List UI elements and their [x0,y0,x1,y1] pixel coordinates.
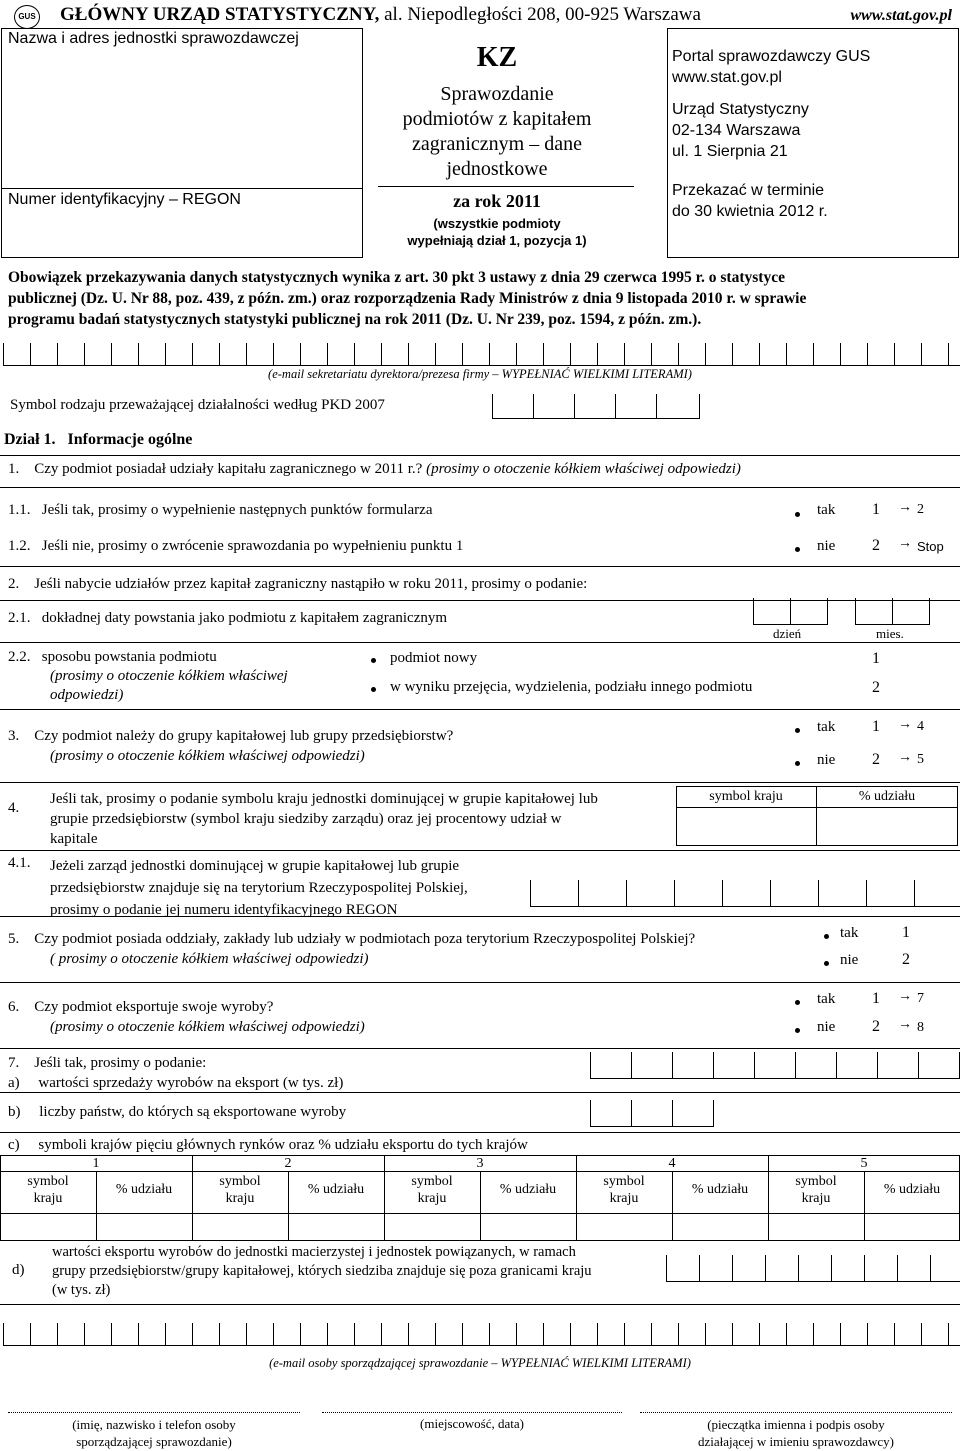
office-address: al. Niepodległości 208, 00-925 Warszawa [384,4,701,25]
q4-col-share: % udziału [858,789,916,804]
signature-place-date: (miejscowość, data) [420,1416,524,1431]
q7: 7. Jeśli tak, prosimy o podanie: a) wartości sprzedaży wyrobów na eksport (w tys. zł) [8,1055,344,1091]
gus-logo: GUS [14,5,40,29]
q3-no-code[interactable]: 2 [872,751,880,768]
q2-2-opt2[interactable]: w wyniku przejęcia, wydzielenia, podziału innego podmiotu [390,679,753,695]
q3-yes[interactable]: tak [817,719,836,735]
q2-1: 2.1. dokładnej daty powstania jako podmiotu z kapitałem zagranicznym [8,610,448,626]
q1-2-answer[interactable]: nie [817,538,836,554]
q4-text: Jeśli tak, prosimy o podanie symbolu kraju jednostki dominującej w grupie kapitałowej lub grupie przedsiębiorstw (symbol kraju siedziby zarządu) oraz jej procentowy udział w kapitale [50,791,598,847]
q4-num: 4. [8,800,20,816]
bullet-icon [824,934,829,939]
bullet-icon [795,1028,800,1033]
symbol-header: symbol kraju [219,1174,261,1206]
arrow-right-icon: → [898,750,912,765]
portal-info: Portal sprawozdawczy GUS www.stat.gov.pl Urząd Statystyczny 02-134 Warszawa ul. 1 Sierpnia 21 Przekazać w terminie do 30 kwietnia 2012 r. [672,48,871,220]
q6-yes[interactable]: tak [817,991,836,1007]
q3-no-goto: 5 [917,752,924,767]
arrow-right-icon: → [898,1017,912,1032]
q7-d-label: d) [12,1262,25,1278]
q4-col-symbol: symbol kraju [709,789,783,804]
q1-2: 1.2. Jeśli nie, prosimy o zwrócenie sprawozdania po wypełnieniu punktu 1 [8,538,464,554]
q3-no[interactable]: nie [817,752,836,768]
arrow-right-icon: → [898,989,912,1004]
bullet-icon [795,728,800,733]
q7-c: c) symboli krajów pięciu głównych rynków oraz % udziału eksportu do tych krajów [8,1137,528,1153]
q1-2-code[interactable]: 2 [872,537,880,554]
q6-no[interactable]: nie [817,1019,836,1035]
markets-col-1: 1 [92,1156,100,1171]
date-month-cells[interactable] [855,598,930,625]
export-value-cells[interactable] [590,1052,960,1079]
q3: 3. Czy podmiot należy do grupy kapitałowej lub grupy przedsiębiorstw? (prosimy o otoczenie kółkiem właściwej odpowiedzi) [8,728,454,764]
countries-count-cells[interactable] [590,1100,714,1127]
bullet-icon [371,658,376,663]
q5-yes-code[interactable]: 1 [902,924,910,941]
share-header: % udziału [115,1182,173,1197]
q6-no-code[interactable]: 2 [872,1018,880,1035]
header-title [60,4,701,26]
bullet-icon [795,1000,800,1005]
q1: 1. Czy podmiot posiadał udziały kapitału zagranicznego w 2011 r.? (prosimy o otoczenie kółkiem właściwej odpowiedzi) [8,461,741,477]
pkd-input-cells[interactable] [492,394,700,419]
regon-input-cells[interactable] [530,880,960,907]
portal-url[interactable]: www.stat.gov.pl [672,69,782,86]
q3-yes-goto: 4 [917,719,924,734]
month-label: mies. [876,626,904,641]
share-header: % udziału [307,1182,365,1197]
regon-label: Numer identyfikacyjny – REGON [8,191,241,208]
symbol-header: symbol kraju [603,1174,645,1206]
reporting-unit-box [1,28,363,258]
q1-1: 1.1. Jeśli tak, prosimy o wypełnienie następnych punktów formularza [8,502,433,518]
share-header: % udziału [499,1182,557,1197]
form-year: za rok 2011 [453,191,541,211]
bullet-icon [824,961,829,966]
bullet-icon [795,512,800,517]
markets-col-4: 4 [668,1156,676,1171]
q6: 6. Czy podmiot eksportuje swoje wyroby? (prosimy o otoczenie kółkiem właściwej odpowiedzi) [8,999,365,1035]
q7-d-text: wartości eksportu wyrobów do jednostki macierzystej i jednostek powiązanych, w ramach grupy przedsiębiorstw/grupy kapitałowej, których siedziba znajduje się poza granicami kraju (w tys. zł) [52,1244,592,1298]
q6-yes-goto: 7 [917,991,924,1006]
q5: 5. Czy podmiot posiada oddziały, zakłady lub udziały w podmiotach poza terytorium Rzeczypospolitej Polskiej? ( prosimy o otoczenie kółkiem właściwej odpowiedzi) [8,931,696,967]
arrow-right-icon: → [898,717,912,732]
pkd-label: Symbol rodzaju przeważającej działalności według PKD 2007 [10,397,385,413]
form-code: KZ [476,42,518,73]
q2-2: 2.2. sposobu powstania podmiotu (prosimy o otoczenie kółkiem właściwej odpowiedzi) [8,649,288,703]
q2-2-opt1-code[interactable]: 1 [872,650,880,667]
q3-yes-code[interactable]: 1 [872,718,880,735]
preparer-email-caption: (e-mail osoby sporządzającej sprawozdanie – WYPEŁNIAĆ WIELKIMI LITERAMI) [269,1356,691,1370]
arrow-right-icon: → [898,536,912,551]
q1-1-goto: 2 [917,502,924,517]
arrow-right-icon: → [898,500,912,515]
bullet-icon [795,761,800,766]
day-label: dzień [773,626,802,641]
legal-basis: Obowiązek przekazywania danych statystycznych wynika z art. 30 pkt 3 ustawy z dnia 29 czerwca 1995 r. o statystyce publicznej (Dz. U. Nr 88, poz. 439, z późn. zm.) oraz rozporządzenia Rady Ministrów z dnia 9 listopada 2010 r. w sprawie programu badań statystycznych statystyki publicznej na rok 2011 (Dz. U. Nr 239, poz. 1594, z późn. zm.). [8,269,807,328]
markets-col-5: 5 [860,1156,868,1171]
q5-no[interactable]: nie [840,952,859,968]
markets-col-3: 3 [476,1156,484,1171]
q2-2-opt1[interactable]: podmiot nowy [390,650,478,666]
intragroup-export-cells[interactable] [666,1255,960,1282]
website-link[interactable]: www.stat.gov.pl [850,7,952,24]
q6-no-goto: 8 [917,1020,924,1035]
signature-preparer: (imię, nazwisko i telefon osoby sporządzającej sprawozdanie) [72,1417,236,1449]
email-input-cells[interactable] [3,343,960,366]
q4-1-num: 4.1. [8,855,31,871]
q1-1-code[interactable]: 1 [872,501,880,518]
share-header: % udziału [883,1182,941,1197]
form-note: (wszystkie podmioty wypełniają dział 1, pozycja 1) [407,216,587,248]
bullet-icon [795,547,800,552]
unit-name-label: Nazwa i adres jednostki sprawozdawczej [8,30,299,47]
q5-no-code[interactable]: 2 [902,951,910,968]
email-caption: (e-mail sekretariatu dyrektora/prezesa firmy – WYPEŁNIAĆ WIELKIMI LITERAMI) [268,367,692,381]
signature-authorized: (pieczątka imienna i podpis osoby działającej w imieniu sprawozdawcy) [698,1417,894,1449]
markets-col-2: 2 [284,1156,292,1171]
q2-2-opt2-code[interactable]: 2 [872,679,880,696]
form-title: Sprawozdanie podmiotów z kapitałem zagranicznym – dane jednostkowe [402,83,592,180]
q1-2-goto: Stop [917,539,944,554]
share-header: % udziału [691,1182,749,1197]
q7-b: b) liczby państw, do których są eksportowane wyroby [8,1104,347,1120]
q2: 2. Jeśli nabycie udziałów przez kapitał zagraniczny nastąpiło w roku 2011, prosimy o podanie: [8,576,588,592]
symbol-header: symbol kraju [411,1174,453,1206]
office-name: GŁÓWNY URZĄD STATYSTYCZNY, [60,4,380,25]
preparer-email-cells[interactable] [3,1323,960,1346]
q1-1-answer[interactable]: tak [817,502,836,518]
symbol-header: symbol kraju [27,1174,69,1206]
q5-yes[interactable]: tak [840,925,859,941]
symbol-header: symbol kraju [795,1174,837,1206]
bullet-icon [371,687,376,692]
section-heading: Dział 1. Informacje ogólne [4,431,193,448]
date-day-cells[interactable] [753,598,828,625]
q4-1-text: Jeżeli zarząd jednostki dominującej w grupie kapitałowej lub grupie przedsiębiorstw znajduje się na terytorium Rzeczypospolitej Polskiej, prosimy o podanie jej numeru identyfikacyjnego REGON [50,858,468,918]
q6-yes-code[interactable]: 1 [872,990,880,1007]
